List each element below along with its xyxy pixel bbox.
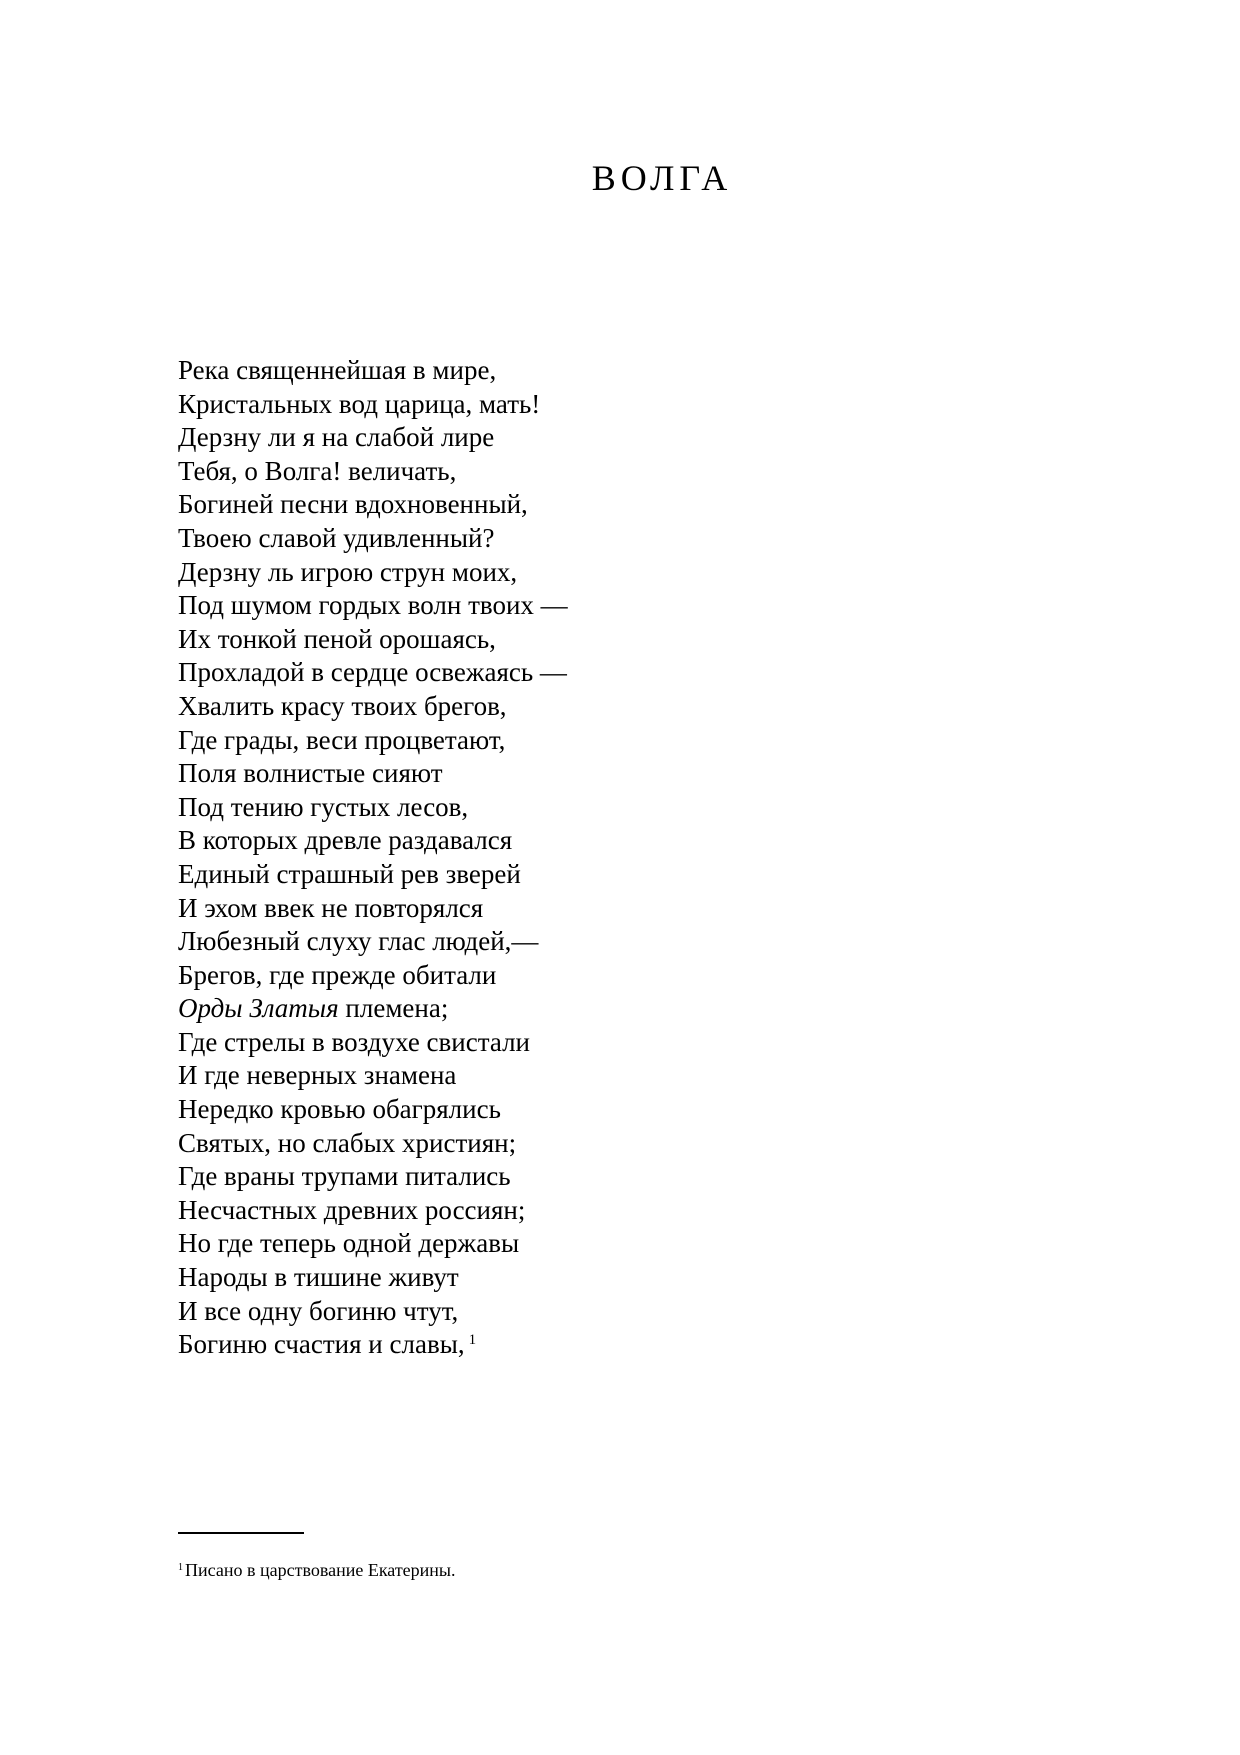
verse-line: Нередко кровью обагрялись bbox=[178, 1094, 501, 1125]
verse-line-rest: племена; bbox=[338, 993, 449, 1024]
footnote-text: Писано в царствование Екатерины. bbox=[185, 1560, 456, 1580]
footnote-divider bbox=[178, 1532, 304, 1534]
poem-body bbox=[178, 354, 568, 1362]
verse-line: Река священнейшая в мире, bbox=[178, 355, 497, 385]
footnote-reference[interactable]: 1 bbox=[468, 1332, 477, 1349]
verse-line: Под тению густых лесов, bbox=[178, 791, 469, 822]
footnote bbox=[178, 1560, 456, 1582]
verse-line: Несчастных древних россиян; bbox=[178, 1194, 526, 1225]
verse-line: Дерзну ли я на слабой лире bbox=[178, 422, 495, 453]
italic-phrase: Орды Златыя bbox=[178, 993, 339, 1024]
verse-line: И эхом ввек не повторялся bbox=[178, 892, 484, 923]
verse-line: Под шумом гордых волн твоих — bbox=[178, 590, 568, 621]
verse-line: Брегов, где прежде обитали bbox=[178, 959, 497, 990]
verse-line: Народы в тишине живут bbox=[178, 1262, 459, 1293]
verse-line: Где враны трупами питались bbox=[178, 1161, 511, 1192]
verse-line: Хвалить красу твоих брегов, bbox=[178, 690, 507, 721]
verse-line-italic bbox=[178, 992, 568, 1026]
verse-line: Где стрелы в воздухе свистали bbox=[178, 1026, 530, 1057]
verse-line: Твоею славой удивленный? bbox=[178, 522, 495, 553]
verse-line: Святых, но слабых християн; bbox=[178, 1127, 517, 1158]
footnote-number: 1 bbox=[178, 1562, 183, 1573]
verse-line: В которых древле раздавался bbox=[178, 825, 513, 856]
verse-line: Их тонкой пеной орошаясь, bbox=[178, 623, 496, 654]
verse-line: Тебя, о Волга! величать, bbox=[178, 455, 457, 486]
verse-line: Кристальных вод царица, мать! bbox=[178, 388, 541, 419]
verse-line: Дерзну ль игрою струн моих, bbox=[178, 556, 518, 587]
page-title: ВОЛГА bbox=[591, 158, 733, 198]
verse-line: Прохладой в сердце освежаясь — bbox=[178, 657, 567, 688]
verse-line: И все одну богиню чтут, bbox=[178, 1295, 459, 1326]
verse-line: Поля волнистые сияют bbox=[178, 758, 443, 789]
verse-line: И где неверных знамена bbox=[178, 1060, 457, 1091]
verse-line: Единый страшный рев зверей bbox=[178, 858, 521, 889]
verse-line: Где грады, веси процветают, bbox=[178, 724, 506, 755]
verse-line-last bbox=[178, 1328, 568, 1362]
verse-line-text: Богиню счастия и славы, bbox=[178, 1329, 465, 1360]
verse-line: Богиней песни вдохновенный, bbox=[178, 489, 528, 520]
verse-line: Любезный слуху глас людей,— bbox=[178, 926, 539, 957]
verse-line: Но где теперь одной державы bbox=[178, 1228, 520, 1259]
